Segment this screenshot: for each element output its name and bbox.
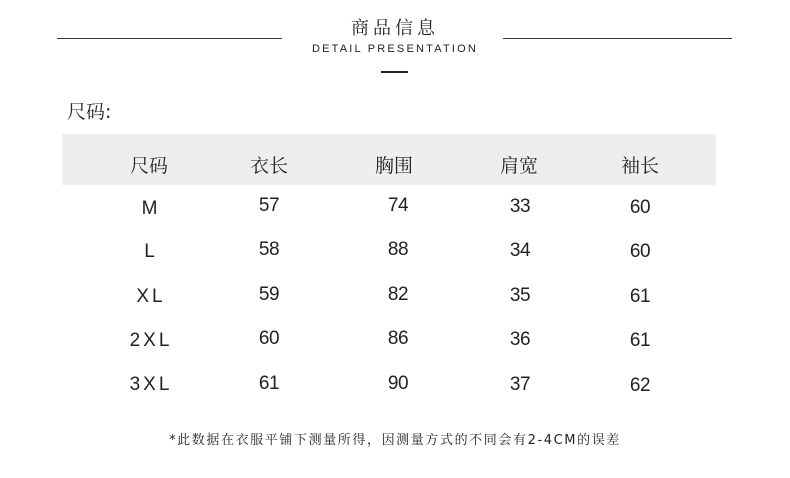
- header-length: 衣长: [249, 155, 289, 177]
- title-rule-right: [503, 38, 732, 39]
- cell-size: 3XL: [129, 374, 173, 395]
- cell-length: 58: [258, 239, 280, 260]
- header-shoulder: 肩宽: [499, 155, 539, 177]
- cell-length: 59: [258, 284, 280, 305]
- cell-chest: 88: [387, 239, 409, 260]
- size-section-heading: 尺码:: [67, 101, 112, 123]
- cell-size: M: [141, 198, 161, 219]
- page-title: 商品信息: [351, 18, 439, 39]
- cell-length: 60: [258, 328, 280, 349]
- title-underline-dash: [381, 71, 408, 73]
- title-rule-left: [57, 38, 282, 39]
- cell-shoulder: 33: [509, 196, 531, 217]
- header-size: 尺码: [129, 155, 169, 177]
- cell-sleeve: 60: [629, 197, 651, 218]
- cell-length: 61: [258, 373, 280, 394]
- header-chest: 胸围: [374, 155, 414, 177]
- measurement-note: *此数据在衣服平铺下测量所得，因测量方式的不同会有2-4CM的误差: [169, 433, 621, 448]
- cell-sleeve: 61: [629, 330, 651, 351]
- cell-chest: 74: [387, 195, 409, 216]
- page-subtitle: DETAIL PRESENTATION: [311, 43, 479, 55]
- cell-sleeve: 60: [629, 241, 651, 262]
- cell-shoulder: 37: [509, 374, 531, 395]
- cell-chest: 82: [387, 284, 409, 305]
- cell-sleeve: 61: [629, 286, 651, 307]
- cell-size: XL: [136, 286, 166, 307]
- cell-shoulder: 34: [509, 240, 531, 261]
- cell-sleeve: 62: [629, 375, 651, 396]
- cell-length: 57: [258, 195, 280, 216]
- cell-chest: 90: [387, 373, 409, 394]
- cell-shoulder: 36: [509, 329, 531, 350]
- cell-shoulder: 35: [509, 285, 531, 306]
- cell-size: L: [144, 241, 158, 262]
- cell-size: 2XL: [129, 330, 173, 351]
- cell-chest: 86: [387, 328, 409, 349]
- header-sleeve: 袖长: [620, 155, 660, 177]
